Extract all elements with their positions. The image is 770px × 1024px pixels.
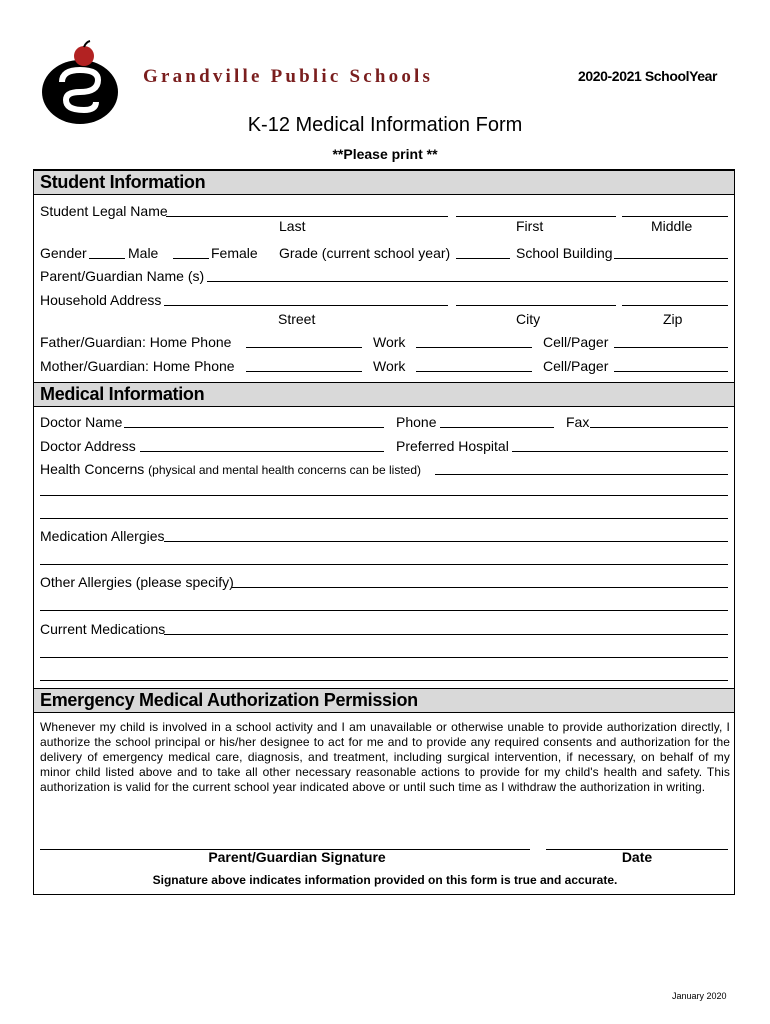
building-label: School Building (516, 245, 613, 261)
mother-work-field[interactable] (416, 371, 532, 372)
student-name-label: Student Legal Name (40, 203, 168, 219)
form-subtitle: **Please print ** (332, 146, 438, 162)
medication-allergies-label: Medication Allergies (40, 528, 165, 544)
father-cell-label: Cell/Pager (543, 334, 609, 350)
section-medical-information: Medical Information (34, 382, 734, 407)
health-concerns-line-2[interactable] (40, 495, 728, 496)
mother-work-label: Work (373, 358, 406, 374)
signature-note: Signature above indicates information provided on this form is true and accurate. (152, 873, 618, 887)
address-label: Household Address (40, 292, 162, 308)
footer-date: January 2020 (672, 991, 727, 1001)
mother-cell-field[interactable] (614, 371, 728, 372)
building-field[interactable] (614, 258, 728, 259)
city-field[interactable] (456, 305, 616, 306)
hospital-field[interactable] (512, 451, 728, 452)
health-concerns-field[interactable] (435, 474, 728, 475)
doctor-address-field[interactable] (140, 451, 384, 452)
street-label: Street (278, 311, 316, 327)
doctor-name-label: Doctor Name (40, 414, 123, 430)
parent-name-field[interactable] (207, 281, 728, 282)
city-label: City (516, 311, 541, 327)
other-allergies-label: Other Allergies (please specify) (40, 574, 234, 590)
male-field[interactable] (89, 258, 125, 259)
father-work-field[interactable] (416, 347, 532, 348)
current-medications-line-3[interactable] (40, 680, 728, 681)
zip-label: Zip (663, 311, 683, 327)
mother-cell-label: Cell/Pager (543, 358, 609, 374)
zip-field[interactable] (622, 305, 728, 306)
medication-allergies-line-2[interactable] (40, 564, 728, 565)
male-label: Male (128, 245, 159, 261)
medication-allergies-field[interactable] (164, 541, 728, 542)
doctor-name-field[interactable] (124, 427, 384, 428)
mother-phone-label: Mother/Guardian: Home Phone (40, 358, 235, 374)
father-work-label: Work (373, 334, 406, 350)
signature-label: Parent/Guardian Signature (208, 849, 386, 865)
authorization-text: Whenever my child is involved in a school activity and I am unavailable or otherwise unable to provide authorization directly, I authorize the school principal or his/her designee to act for me and to provide any required consents and authorization for the delivery of emergency medical care, diagnosis, and treatment, including surgical intervention, if necessary, on behalf of my minor child listed above and to take all other necessary reasonable actions to provide for my child's health and safety. This authorization is valid for the current school year indicated above or until such time as I withdraw the authorization in writing. (40, 720, 730, 794)
current-medications-line-2[interactable] (40, 657, 728, 658)
school-year: 2020-2021 SchoolYear (578, 68, 718, 84)
doctor-phone-field[interactable] (440, 427, 554, 428)
form-title: K-12 Medical Information Form (247, 114, 523, 136)
mother-home-phone-field[interactable] (246, 371, 362, 372)
middle-name-field[interactable] (622, 216, 728, 217)
other-allergies-line-2[interactable] (40, 610, 728, 611)
first-label: First (516, 218, 544, 234)
fax-label: Fax (566, 414, 590, 430)
last-label: Last (279, 218, 306, 234)
health-concerns-label (40, 461, 421, 477)
doctor-address-label: Doctor Address (40, 438, 136, 454)
parent-name-label: Parent/Guardian Name (s) (40, 268, 205, 284)
father-home-phone-field[interactable] (246, 347, 362, 348)
last-name-field[interactable] (166, 216, 448, 217)
other-allergies-field[interactable] (232, 587, 728, 588)
grade-label: Grade (current school year) (279, 245, 451, 261)
female-label: Female (211, 245, 258, 261)
section-student-information: Student Information (34, 170, 734, 195)
father-phone-label: Father/Guardian: Home Phone (40, 334, 232, 350)
middle-label: Middle (651, 218, 693, 234)
female-field[interactable] (173, 258, 209, 259)
date-label: Date (621, 849, 653, 865)
health-concerns-title: Health Concerns (40, 461, 145, 477)
hospital-label: Preferred Hospital (396, 438, 509, 454)
school-name: Grandville Public Schools (143, 66, 434, 87)
doctor-fax-field[interactable] (590, 427, 728, 428)
grade-field[interactable] (456, 258, 510, 259)
gender-label: Gender (40, 245, 87, 261)
phone-label: Phone (396, 414, 437, 430)
first-name-field[interactable] (456, 216, 616, 217)
current-medications-label: Current Medications (40, 621, 166, 637)
health-concerns-note: (physical and mental health concerns can be listed) (148, 463, 421, 477)
section-emergency-authorization: Emergency Medical Authorization Permission (34, 688, 734, 713)
health-concerns-line-3[interactable] (40, 518, 728, 519)
current-medications-field[interactable] (164, 634, 728, 635)
father-cell-field[interactable] (614, 347, 728, 348)
street-field[interactable] (164, 305, 448, 306)
